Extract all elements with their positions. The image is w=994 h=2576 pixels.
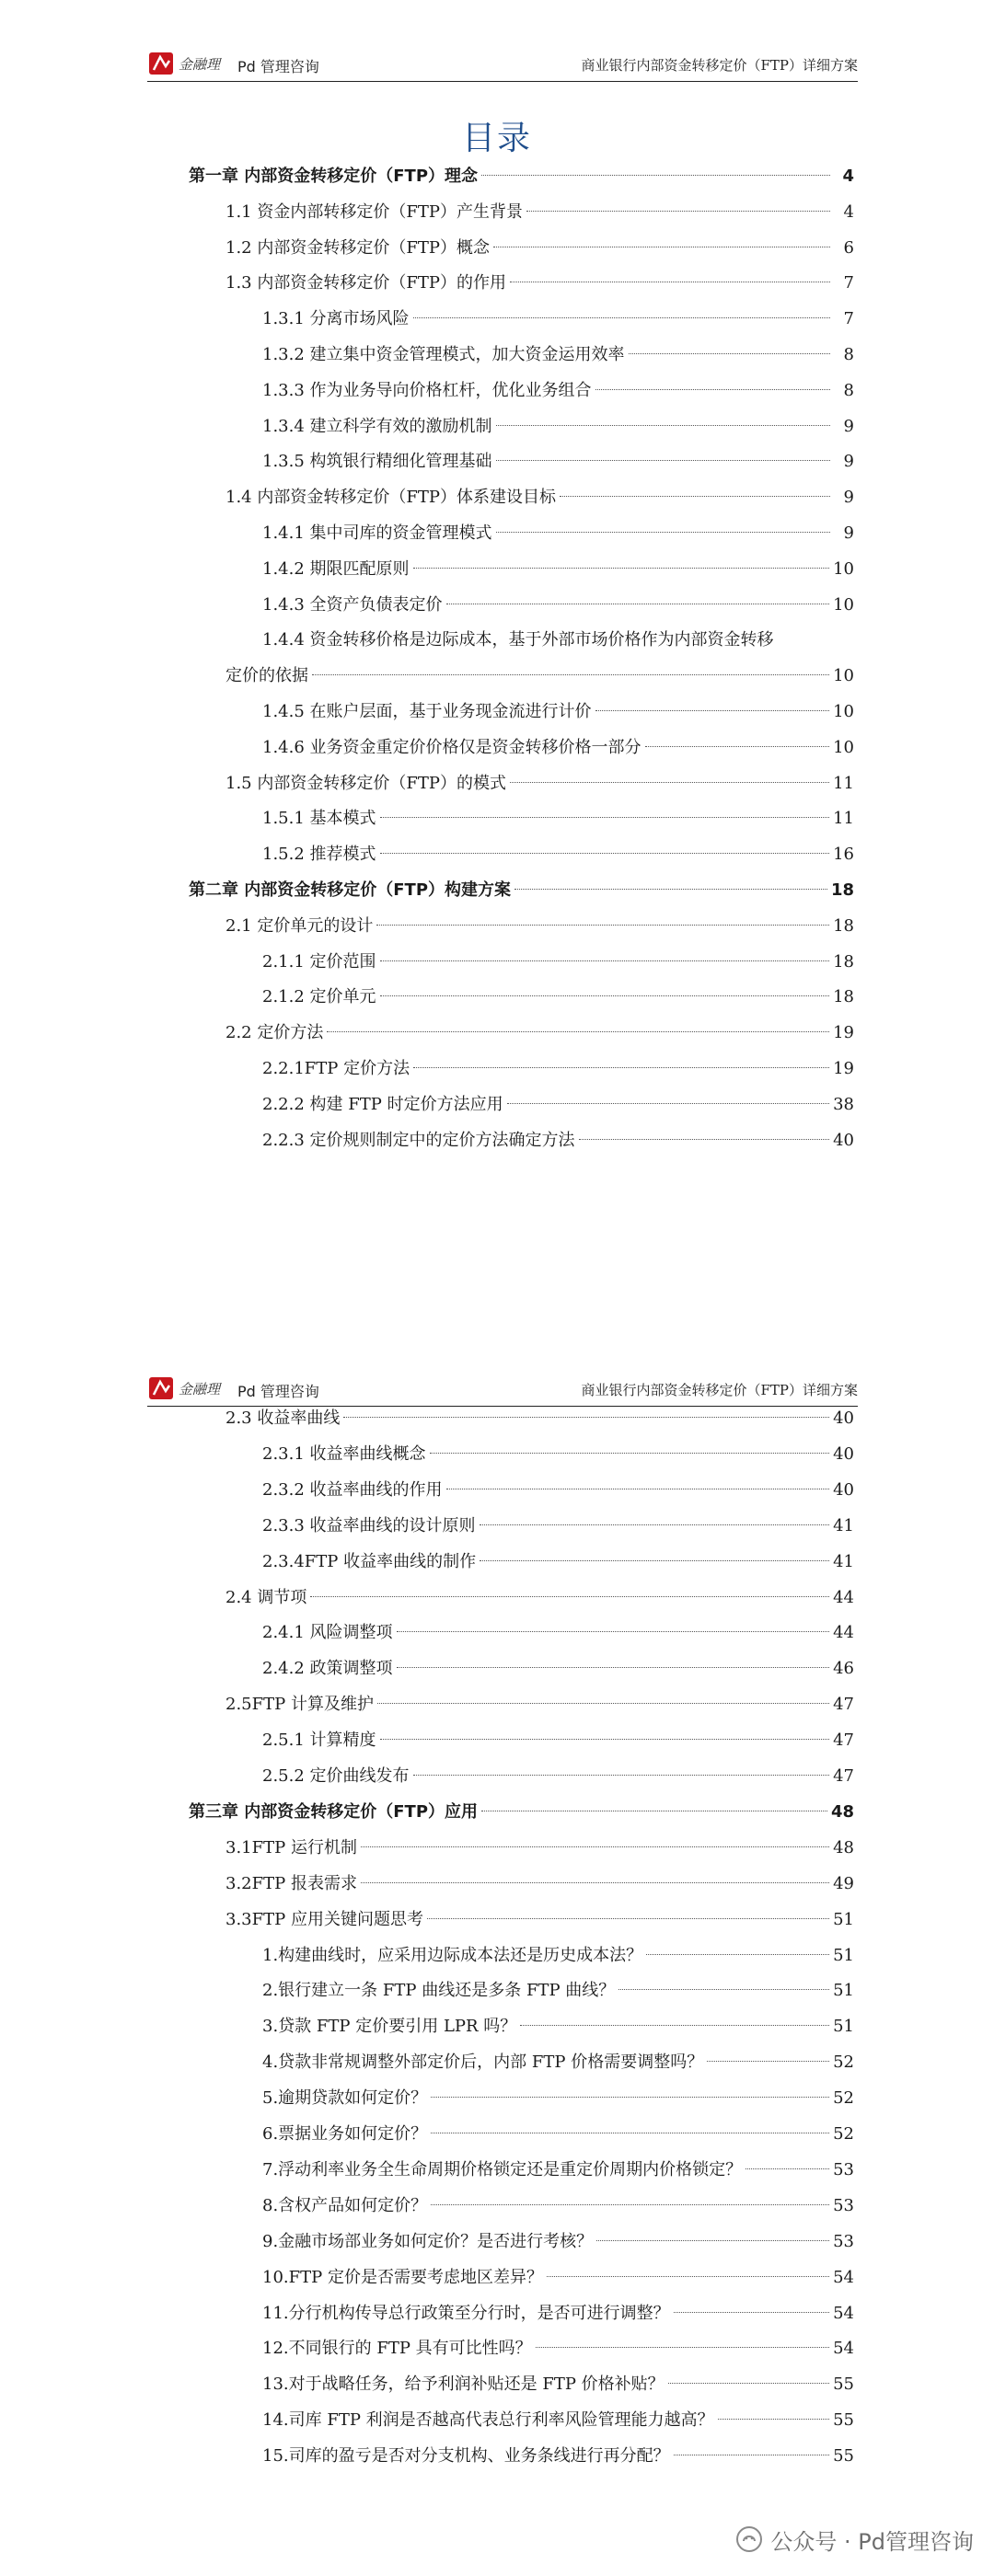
dot-leader bbox=[718, 2419, 829, 2420]
toc-entry[interactable] bbox=[262, 2086, 854, 2111]
toc-heading: 目录 bbox=[461, 120, 532, 157]
brand-name: Pd 管理咨询 bbox=[237, 1383, 319, 1400]
toc-entry-text: 1.3.4 建立科学有效的激励机制 bbox=[262, 416, 492, 436]
dot-leader bbox=[507, 1103, 830, 1104]
toc-entry-text: 2.1 定价单元的设计 bbox=[225, 915, 374, 936]
dot-leader bbox=[377, 1703, 829, 1704]
dot-leader bbox=[376, 925, 829, 926]
toc-page-number: 18 bbox=[833, 951, 854, 972]
toc-entry-text: 1.5 内部资金转移定价（FTP）的模式 bbox=[225, 773, 506, 793]
toc-entry[interactable] bbox=[262, 735, 854, 761]
toc-entry-text: 3.3FTP 应用关键问题思考 bbox=[225, 1909, 423, 1929]
dot-leader bbox=[430, 1453, 830, 1454]
toc-entry-text: 3.2FTP 报表需求 bbox=[225, 1873, 357, 1893]
dot-leader bbox=[380, 1739, 830, 1740]
toc-entry-text: 2.2.2 构建 FTP 时定价方法应用 bbox=[262, 1094, 503, 1114]
toc-page-number: 40 bbox=[833, 1409, 854, 1428]
dot-leader bbox=[343, 1417, 829, 1418]
toc-entry[interactable] bbox=[262, 2301, 854, 2327]
toc-entry[interactable] bbox=[262, 1943, 854, 1969]
toc-page-number: 46 bbox=[833, 1659, 854, 1679]
toc-entry-text: 9.金融市场部业务如何定价？是否进行考核？ bbox=[262, 2231, 594, 2251]
dot-leader bbox=[520, 2025, 829, 2026]
toc-entry[interactable] bbox=[262, 1764, 854, 1789]
toc-page-number: 11 bbox=[833, 773, 854, 793]
toc-entry-text: 3.贷款 FTP 定价要引用 LPR 吗？ bbox=[262, 2017, 517, 2037]
toc-entry[interactable] bbox=[225, 236, 854, 261]
toc-entry-text: 1.4.5 在账户层面，基于业务现金流进行计价 bbox=[262, 702, 592, 721]
dot-leader bbox=[645, 746, 830, 747]
dot-leader bbox=[618, 1989, 829, 1990]
toc-entry[interactable] bbox=[262, 378, 854, 404]
toc-entry-text: 1.5.1 基本模式 bbox=[262, 809, 376, 829]
toc-entry-text: 6.票据业务如何定价？ bbox=[262, 2124, 428, 2144]
toc-page-number: 51 bbox=[833, 2017, 854, 2037]
toc-entry[interactable] bbox=[262, 1128, 854, 1154]
toc-entry-text: 2.4 调节项 bbox=[225, 1587, 307, 1607]
toc-page-number: 10 bbox=[833, 558, 854, 579]
toc-page-number: 19 bbox=[833, 1023, 854, 1043]
toc-entry[interactable] bbox=[262, 1056, 854, 1082]
toc-entry-text: 2.1.2 定价单元 bbox=[262, 987, 376, 1007]
toc-page-number: 6 bbox=[843, 237, 854, 258]
toc-page-number: 16 bbox=[833, 845, 854, 865]
toc-entry[interactable] bbox=[262, 1978, 854, 2004]
toc-entry[interactable] bbox=[225, 914, 854, 939]
page-header bbox=[147, 53, 858, 82]
dot-leader bbox=[629, 353, 830, 354]
document-title: 商业银行内部资金转移定价（FTP）详细方案 bbox=[581, 1382, 858, 1398]
logo-icon bbox=[147, 50, 239, 79]
toc-page-number: 51 bbox=[833, 1981, 854, 2001]
toc-page-number: 7 bbox=[843, 273, 854, 293]
toc-page-number: 55 bbox=[833, 2375, 854, 2395]
dot-leader bbox=[480, 1560, 829, 1561]
toc-entry[interactable] bbox=[262, 2408, 854, 2433]
dot-leader bbox=[380, 995, 830, 996]
dot-leader bbox=[380, 817, 830, 818]
toc-entry-text: 2.1.1 定价范围 bbox=[262, 951, 376, 972]
dot-leader bbox=[380, 960, 830, 961]
toc-page-number: 18 bbox=[830, 880, 854, 900]
dot-leader bbox=[427, 1918, 829, 1919]
toc-entry-text: 3.1FTP 运行机制 bbox=[225, 1837, 357, 1857]
toc-entry-text: 1.3.3 作为业务导向价格杠杆，优化业务组合 bbox=[262, 380, 592, 400]
toc-page-number: 52 bbox=[833, 2124, 854, 2144]
dot-leader bbox=[413, 317, 830, 318]
toc-entry[interactable] bbox=[262, 1728, 854, 1754]
dot-leader bbox=[510, 782, 829, 783]
toc-entry-text: 8.含权产品如何定价？ bbox=[262, 2195, 428, 2215]
toc-page-number: 52 bbox=[833, 2088, 854, 2109]
toc-entry[interactable] bbox=[262, 1549, 854, 1575]
toc-page-number: 44 bbox=[833, 1587, 854, 1607]
toc-page-number: 8 bbox=[843, 380, 854, 400]
dot-leader bbox=[668, 2383, 829, 2384]
toc-entry[interactable] bbox=[225, 1020, 854, 1046]
toc-page-number: 7 bbox=[843, 309, 854, 329]
toc-entry-text: 1.4.4 资金转移价格是边际成本，基于外部市场价格作为内部资金转移 bbox=[262, 630, 774, 650]
dot-leader bbox=[413, 1067, 829, 1068]
toc-entry-text: 第三章 内部资金转移定价（FTP）应用 bbox=[189, 1801, 479, 1822]
toc-page-number: 4 bbox=[843, 201, 854, 222]
toc-entry-text: 2.2 定价方法 bbox=[225, 1023, 324, 1043]
svg-text:金融理: 金融理 bbox=[179, 56, 221, 73]
document-title: 商业银行内部资金转移定价（FTP）详细方案 bbox=[581, 57, 858, 74]
toc-entry-text: 2.5FTP 计算及维护 bbox=[225, 1695, 374, 1715]
toc-page-number: 47 bbox=[833, 1731, 854, 1751]
toc-page-number: 10 bbox=[833, 737, 854, 757]
toc-entry-text: 2.银行建立一条 FTP 曲线还是多条 FTP 曲线？ bbox=[262, 1981, 616, 2001]
toc-chapter[interactable] bbox=[189, 1800, 854, 1825]
watermark bbox=[735, 2524, 974, 2555]
toc-page-number: 54 bbox=[833, 2339, 854, 2359]
toc-page-number: 40 bbox=[833, 1130, 854, 1150]
toc-entry[interactable] bbox=[262, 949, 854, 975]
toc-entry-text: 2.4.2 政策调整项 bbox=[262, 1659, 393, 1679]
toc-page-number: 4 bbox=[842, 167, 854, 186]
toc-entry[interactable] bbox=[262, 2265, 854, 2291]
toc-entry[interactable] bbox=[225, 1406, 854, 1432]
toc-entry-text: 第二章 内部资金转移定价（FTP）构建方案 bbox=[189, 880, 512, 900]
toc-entry-text: 7.浮动利率业务全生命周期价格锁定还是重定价周期内价格锁定？ bbox=[262, 2159, 743, 2179]
toc-entry[interactable] bbox=[262, 2229, 854, 2255]
toc-entry-text: 1.4.6 业务资金重定价价格仅是资金转移价格一部分 bbox=[262, 737, 641, 757]
toc-page-number: 18 bbox=[833, 915, 854, 936]
toc-entry-text: 4.贷款非常规调整外部定价后，内部 FTP 价格需要调整吗？ bbox=[262, 2053, 704, 2073]
toc-page-number: 51 bbox=[833, 1945, 854, 1965]
toc-entry-text: 14.司库 FTP 利润是否越高代表总行利率风险管理能力越高？ bbox=[262, 2410, 714, 2431]
toc-page-number: 44 bbox=[833, 1623, 854, 1643]
toc-entry[interactable] bbox=[262, 1513, 854, 1539]
toc-entry[interactable] bbox=[262, 1620, 854, 1646]
toc-entry-text: 2.4.1 风险调整项 bbox=[262, 1623, 393, 1643]
toc-entry-text: 10.FTP 定价是否需要考虑地区差异？ bbox=[262, 2267, 543, 2287]
toc-page-number: 9 bbox=[843, 416, 854, 436]
toc-entry[interactable] bbox=[262, 2014, 854, 2040]
dot-leader bbox=[547, 2276, 829, 2277]
watermark-text: 公众号 · Pd管理咨询 bbox=[770, 2528, 974, 2555]
toc-entry-text: 1.2 内部资金转移定价（FTP）概念 bbox=[225, 237, 490, 258]
document-page-1 bbox=[0, 0, 994, 1251]
toc-entry[interactable] bbox=[225, 1907, 854, 1933]
toc-entry[interactable] bbox=[225, 1692, 854, 1718]
toc-entry-text: 1.3.2 建立集中资金管理模式，加大资金运用效率 bbox=[262, 345, 625, 364]
toc-entry[interactable] bbox=[262, 1656, 854, 1682]
toc-page-number: 40 bbox=[833, 1479, 854, 1500]
toc-entry-text: 1.3.1 分离市场风险 bbox=[262, 309, 410, 329]
toc-entry-text: 2.5.2 定价曲线发布 bbox=[262, 1766, 410, 1786]
dot-leader bbox=[431, 2204, 829, 2205]
dot-leader bbox=[707, 2061, 829, 2062]
toc-entry-text: 5.逾期贷款如何定价？ bbox=[262, 2088, 428, 2109]
dot-leader bbox=[480, 1524, 830, 1525]
toc-page-number: 48 bbox=[830, 1801, 854, 1822]
dot-leader bbox=[526, 211, 830, 212]
toc-page-number: 54 bbox=[833, 2303, 854, 2323]
document-page-2 bbox=[0, 1325, 994, 2576]
toc-page-number: 47 bbox=[833, 1766, 854, 1786]
dot-leader bbox=[312, 674, 829, 675]
dot-leader bbox=[536, 2347, 829, 2348]
toc-entry-text: 第一章 内部资金转移定价（FTP）理念 bbox=[189, 167, 479, 186]
dot-leader bbox=[496, 425, 830, 426]
toc-page-number: 54 bbox=[833, 2267, 854, 2287]
dot-leader bbox=[380, 853, 830, 854]
logo-icon bbox=[147, 1374, 239, 1404]
svg-text:金融理: 金融理 bbox=[179, 1381, 221, 1397]
toc-page-number: 53 bbox=[833, 2231, 854, 2251]
toc-page-number: 18 bbox=[833, 987, 854, 1007]
toc-entry-text: 2.3.1 收益率曲线概念 bbox=[262, 1443, 426, 1464]
toc-entry-text: 1.1 资金内部转移定价（FTP）产生背景 bbox=[225, 201, 523, 222]
dot-leader bbox=[327, 1031, 829, 1032]
toc-entry-text: 1.4.3 全资产负债表定价 bbox=[262, 594, 443, 615]
toc-entry[interactable] bbox=[262, 592, 854, 618]
toc-page-number: 55 bbox=[833, 2446, 854, 2467]
toc-entry[interactable] bbox=[225, 200, 854, 225]
toc-page-number: 10 bbox=[833, 666, 854, 686]
toc-entry-text: 定价的依据 bbox=[225, 666, 308, 686]
toc-chapter[interactable] bbox=[189, 878, 854, 903]
toc-entry-text: 1.3 内部资金转移定价（FTP）的作用 bbox=[225, 273, 506, 293]
toc-page-number: 9 bbox=[843, 488, 854, 508]
toc-entry[interactable] bbox=[225, 663, 854, 689]
toc-entry-text: 13.对于战略任务，给予利润补贴还是 FTP 价格补贴？ bbox=[262, 2375, 665, 2395]
toc-page-number: 8 bbox=[843, 345, 854, 364]
toc-entry[interactable] bbox=[262, 521, 854, 546]
dot-leader bbox=[746, 2168, 829, 2169]
dot-leader bbox=[413, 568, 830, 569]
toc-entry-text: 11.分行机构传导总行政策至分行时，是否可进行调整？ bbox=[262, 2303, 670, 2323]
toc-entry[interactable] bbox=[262, 449, 854, 475]
toc-page-number: 11 bbox=[833, 809, 854, 829]
toc-entry[interactable] bbox=[262, 1092, 854, 1118]
toc-entry[interactable] bbox=[225, 1585, 854, 1611]
toc-entry-text: 1.4 内部资金转移定价（FTP）体系建设目标 bbox=[225, 488, 556, 508]
toc-entry-text: 2.3.3 收益率曲线的设计原则 bbox=[262, 1515, 476, 1535]
dot-leader bbox=[560, 496, 830, 497]
wechat-icon bbox=[735, 2525, 763, 2553]
toc-entry[interactable] bbox=[262, 557, 854, 582]
dot-leader bbox=[595, 710, 830, 711]
toc-page-number: 41 bbox=[833, 1551, 854, 1571]
toc-entry[interactable] bbox=[262, 2157, 854, 2183]
toc-entry[interactable] bbox=[262, 2336, 854, 2362]
toc-page-number: 38 bbox=[833, 1094, 854, 1114]
toc-entry[interactable] bbox=[262, 806, 854, 832]
toc-page-number: 52 bbox=[833, 2053, 854, 2073]
dot-leader bbox=[579, 1139, 830, 1140]
toc-entry-text: 12.不同银行的 FTP 具有可比性吗？ bbox=[262, 2339, 532, 2359]
toc-page-number: 9 bbox=[843, 452, 854, 472]
toc-page-number: 51 bbox=[833, 1909, 854, 1929]
toc-page-number: 48 bbox=[833, 1837, 854, 1857]
toc-entry[interactable] bbox=[262, 2050, 854, 2076]
toc-entry-text: 2.5.1 计算精度 bbox=[262, 1731, 376, 1751]
toc-entry[interactable] bbox=[225, 1871, 854, 1897]
toc-entry[interactable] bbox=[262, 2372, 854, 2398]
dot-leader bbox=[496, 532, 830, 533]
toc-page-number: 53 bbox=[833, 2195, 854, 2215]
toc-entry[interactable] bbox=[262, 1478, 854, 1503]
toc-page-number: 40 bbox=[833, 1443, 854, 1464]
toc-page-number: 55 bbox=[833, 2410, 854, 2431]
logo bbox=[147, 50, 239, 79]
toc-entry-text: 2.3.4FTP 收益率曲线的制作 bbox=[262, 1551, 477, 1571]
toc-entry[interactable] bbox=[262, 699, 854, 725]
toc-entry[interactable] bbox=[262, 414, 854, 440]
toc-entry-text: 2.3 收益率曲线 bbox=[225, 1409, 341, 1428]
dot-leader bbox=[361, 1846, 829, 1847]
toc-entry[interactable] bbox=[262, 342, 854, 368]
toc-entry[interactable] bbox=[262, 984, 854, 1010]
dot-leader bbox=[310, 1596, 829, 1597]
toc-entry[interactable] bbox=[225, 771, 854, 797]
dot-leader bbox=[514, 889, 827, 890]
toc-entry-text: 1.4.1 集中司库的资金管理模式 bbox=[262, 523, 492, 543]
toc-page-number: 47 bbox=[833, 1695, 854, 1715]
dot-leader bbox=[361, 1882, 829, 1883]
dot-leader bbox=[596, 2240, 829, 2241]
toc-page-number: 10 bbox=[833, 702, 854, 721]
toc-page-number: 10 bbox=[833, 594, 854, 615]
dot-leader bbox=[413, 1775, 830, 1776]
toc-entry-text: 1.4.2 期限匹配原则 bbox=[262, 558, 410, 579]
toc-page-number: 49 bbox=[833, 1873, 854, 1893]
toc-entry[interactable] bbox=[262, 2122, 854, 2147]
toc-page-number: 41 bbox=[833, 1515, 854, 1535]
dot-leader bbox=[481, 175, 830, 176]
toc-entry-text: 2.2.1FTP 定价方法 bbox=[262, 1059, 410, 1078]
page-header bbox=[147, 1378, 858, 1407]
toc-entry-text: 15.司库的盈亏是否对分支机构、业务条线进行再分配？ bbox=[262, 2446, 670, 2467]
toc-page-number: 19 bbox=[833, 1059, 854, 1078]
logo bbox=[147, 1374, 239, 1404]
dot-leader bbox=[397, 1631, 830, 1632]
toc-entry[interactable] bbox=[262, 306, 854, 332]
toc-entry[interactable] bbox=[225, 485, 854, 511]
toc-entry[interactable] bbox=[262, 2193, 854, 2219]
toc-entry-text: 2.2.3 定价规则制定中的定价方法确定方法 bbox=[262, 1130, 575, 1150]
dot-leader bbox=[397, 1667, 830, 1668]
dot-leader bbox=[646, 1954, 829, 1955]
toc-entry[interactable] bbox=[225, 270, 854, 296]
toc-entry[interactable] bbox=[262, 842, 854, 868]
toc-entry-text: 2.3.2 收益率曲线的作用 bbox=[262, 1479, 443, 1500]
toc-entry-text: 1.5.2 推荐模式 bbox=[262, 845, 376, 865]
toc-entry-text: 1.3.5 构筑银行精细化管理基础 bbox=[262, 452, 492, 472]
toc-entry[interactable] bbox=[262, 2444, 854, 2469]
dot-leader bbox=[496, 460, 830, 461]
dot-leader bbox=[431, 2097, 829, 2098]
toc-page-number: 9 bbox=[843, 523, 854, 543]
toc-chapter[interactable] bbox=[189, 164, 854, 190]
toc-entry[interactable] bbox=[225, 1835, 854, 1861]
dot-leader bbox=[674, 2312, 829, 2313]
brand-name: Pd 管理咨询 bbox=[237, 58, 319, 75]
toc-page-number: 53 bbox=[833, 2159, 854, 2179]
toc-entry[interactable] bbox=[262, 1442, 854, 1467]
toc-entry-text: 1.构建曲线时，应采用边际成本法还是历史成本法？ bbox=[262, 1945, 643, 1965]
dot-leader bbox=[595, 389, 830, 390]
